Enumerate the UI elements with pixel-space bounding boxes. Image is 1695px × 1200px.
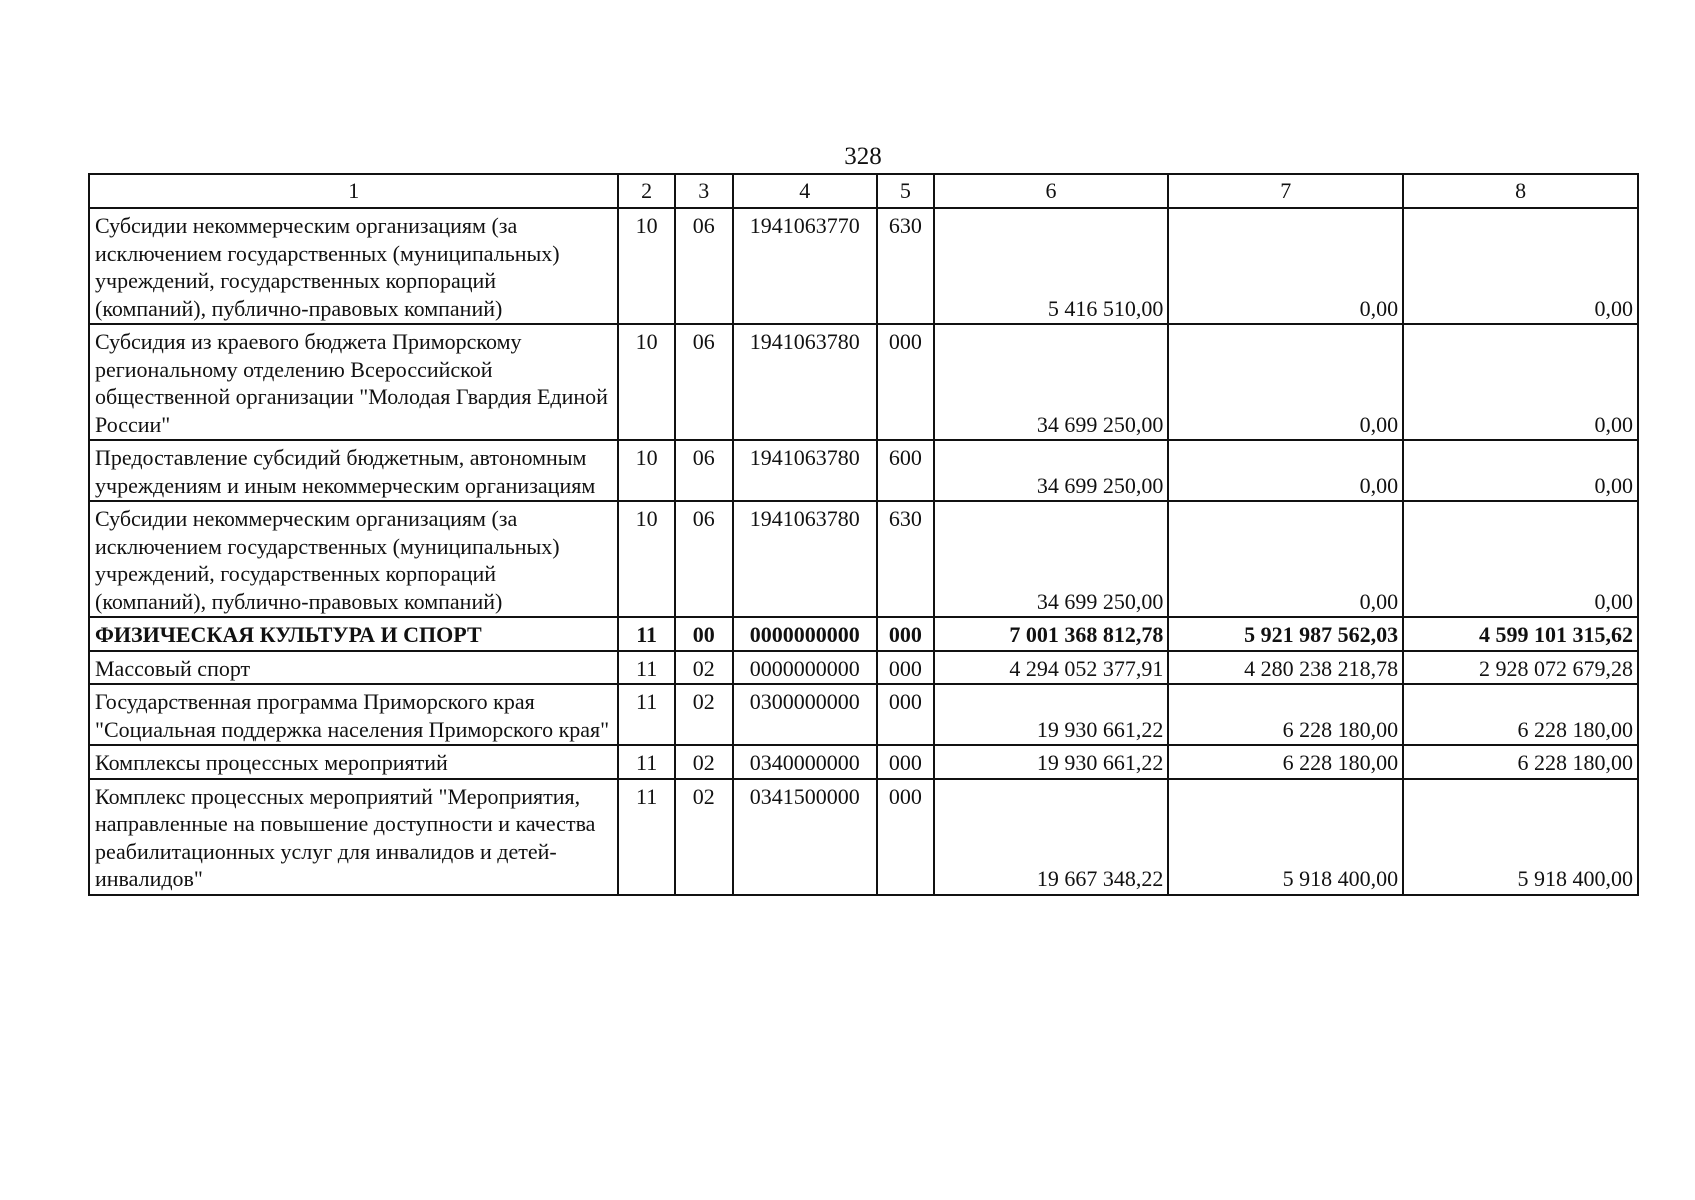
row-amount-col7: 4 280 238 218,78 [1168, 651, 1403, 685]
row-subsection-code: 06 [675, 501, 733, 617]
row-amount-col7: 6 228 180,00 [1168, 684, 1403, 745]
row-amount-col8: 0,00 [1403, 440, 1638, 501]
column-header: 7 [1168, 174, 1403, 208]
row-amount-col7: 0,00 [1168, 440, 1403, 501]
row-subsection-code: 06 [675, 440, 733, 501]
row-target-code: 0000000000 [733, 651, 878, 685]
row-name: Субсидии некоммерческим организациям (за исключением государственных (муниципальных) учреждений, государственных корпораций (компаний), публично-правовых компаний) [89, 208, 618, 324]
row-amount-col8: 5 918 400,00 [1403, 779, 1638, 895]
row-amount-col6: 4 294 052 377,91 [934, 651, 1169, 685]
row-subsection-code: 00 [675, 617, 733, 651]
row-amount-col6: 19 667 348,22 [934, 779, 1169, 895]
column-header: 1 [89, 174, 618, 208]
table-header [89, 174, 1638, 208]
table-row [89, 684, 1638, 745]
table-row [89, 324, 1638, 440]
row-section-code: 11 [618, 745, 675, 779]
page-number: 328 [844, 143, 882, 170]
row-amount-col8: 6 228 180,00 [1403, 745, 1638, 779]
column-header: 3 [675, 174, 733, 208]
row-amount-col8: 6 228 180,00 [1403, 684, 1638, 745]
row-subsection-code: 02 [675, 745, 733, 779]
row-amount-col8: 0,00 [1403, 324, 1638, 440]
column-header: 8 [1403, 174, 1638, 208]
column-header: 5 [877, 174, 934, 208]
row-amount-col7: 5 918 400,00 [1168, 779, 1403, 895]
row-expense-type-code: 000 [877, 779, 934, 895]
row-target-code: 1941063780 [733, 440, 878, 501]
row-target-code: 0000000000 [733, 617, 878, 651]
row-expense-type-code: 630 [877, 208, 934, 324]
table-row [89, 208, 1638, 324]
row-name: Государственная программа Приморского края "Социальная поддержка населения Приморского края" [89, 684, 618, 745]
table-body [89, 208, 1638, 895]
row-name: Предоставление субсидий бюджетным, автономным учреждениям и иным некоммерческим организациям [89, 440, 618, 501]
row-amount-col6: 34 699 250,00 [934, 501, 1169, 617]
row-subsection-code: 06 [675, 324, 733, 440]
row-expense-type-code: 600 [877, 440, 934, 501]
row-section-code: 10 [618, 501, 675, 617]
row-target-code: 0340000000 [733, 745, 878, 779]
row-target-code: 1941063780 [733, 501, 878, 617]
column-header: 2 [618, 174, 675, 208]
row-name: Массовый спорт [89, 651, 618, 685]
row-section-code: 11 [618, 651, 675, 685]
column-header: 4 [733, 174, 878, 208]
row-expense-type-code: 000 [877, 684, 934, 745]
row-expense-type-code: 000 [877, 651, 934, 685]
row-target-code: 1941063770 [733, 208, 878, 324]
row-section-code: 10 [618, 440, 675, 501]
row-expense-type-code: 000 [877, 745, 934, 779]
row-subsection-code: 02 [675, 651, 733, 685]
budget-table [88, 173, 1639, 896]
row-target-code: 1941063780 [733, 324, 878, 440]
row-expense-type-code: 000 [877, 617, 934, 651]
header-row [89, 174, 1638, 208]
row-amount-col6: 7 001 368 812,78 [934, 617, 1169, 651]
row-expense-type-code: 630 [877, 501, 934, 617]
row-amount-col8: 0,00 [1403, 208, 1638, 324]
row-name: Субсидия из краевого бюджета Приморскому региональному отделению Всероссийской общественной организации "Молодая Гвардия Единой России" [89, 324, 618, 440]
table-row [89, 651, 1638, 685]
row-amount-col8: 0,00 [1403, 501, 1638, 617]
row-amount-col6: 19 930 661,22 [934, 684, 1169, 745]
row-amount-col7: 0,00 [1168, 501, 1403, 617]
table-row [89, 440, 1638, 501]
row-amount-col7: 0,00 [1168, 208, 1403, 324]
row-name: Комплексы процессных мероприятий [89, 745, 618, 779]
row-target-code: 0300000000 [733, 684, 878, 745]
row-amount-col6: 34 699 250,00 [934, 324, 1169, 440]
row-expense-type-code: 000 [877, 324, 934, 440]
row-section-code: 11 [618, 779, 675, 895]
row-amount-col7: 5 921 987 562,03 [1168, 617, 1403, 651]
table-row [89, 779, 1638, 895]
row-amount-col6: 19 930 661,22 [934, 745, 1169, 779]
row-amount-col8: 4 599 101 315,62 [1403, 617, 1638, 651]
row-amount-col6: 5 416 510,00 [934, 208, 1169, 324]
table-row [89, 501, 1638, 617]
row-amount-col7: 0,00 [1168, 324, 1403, 440]
row-section-code: 11 [618, 684, 675, 745]
row-amount-col6: 34 699 250,00 [934, 440, 1169, 501]
row-amount-col7: 6 228 180,00 [1168, 745, 1403, 779]
row-section-code: 11 [618, 617, 675, 651]
row-name: ФИЗИЧЕСКАЯ КУЛЬТУРА И СПОРТ [89, 617, 618, 651]
table-row-section-total [89, 617, 1638, 651]
row-subsection-code: 06 [675, 208, 733, 324]
row-subsection-code: 02 [675, 684, 733, 745]
row-subsection-code: 02 [675, 779, 733, 895]
row-section-code: 10 [618, 324, 675, 440]
row-target-code: 0341500000 [733, 779, 878, 895]
row-name: Комплекс процессных мероприятий "Мероприятия, направленные на повышение доступности и качества реабилитационных услуг для инвалидов и детей-инвалидов" [89, 779, 618, 895]
row-amount-col8: 2 928 072 679,28 [1403, 651, 1638, 685]
row-section-code: 10 [618, 208, 675, 324]
row-name: Субсидии некоммерческим организациям (за исключением государственных (муниципальных) учреждений, государственных корпораций (компаний), публично-правовых компаний) [89, 501, 618, 617]
table-row [89, 745, 1638, 779]
column-header: 6 [934, 174, 1169, 208]
